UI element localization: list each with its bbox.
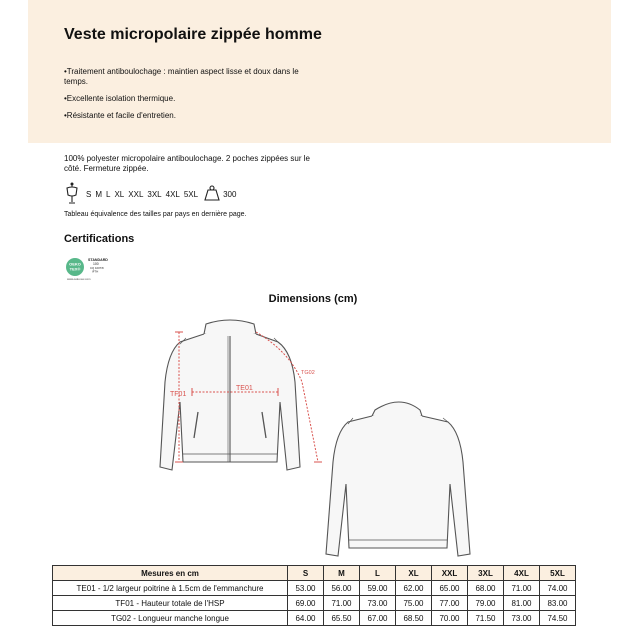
product-title: Veste micropolaire zippée homme	[64, 26, 322, 43]
table-cell: 65.50	[324, 611, 360, 626]
table-header-cell: S	[288, 566, 324, 581]
table-cell: 59.00	[360, 581, 396, 596]
table-row	[53, 611, 576, 626]
size-label: L	[106, 189, 111, 199]
table-cell: 81.00	[504, 596, 540, 611]
size-mannequin-icon	[64, 182, 80, 206]
table-cell: 77.00	[432, 596, 468, 611]
size-note: Tableau équivalence des tailles par pays en dernière page.	[64, 211, 247, 218]
jacket-back-drawing	[326, 402, 470, 556]
feature-item: •Résistante et facile d'entretien.	[64, 111, 176, 120]
table-header-cell: Mesures en cm	[53, 566, 288, 581]
table-header-cell: M	[324, 566, 360, 581]
svg-text:TEX®: TEX®	[69, 266, 81, 272]
table-header-cell: XXL	[432, 566, 468, 581]
table-cell: 79.00	[468, 596, 504, 611]
svg-text:IFTH: IFTH	[92, 269, 99, 274]
table-header-row	[53, 566, 576, 581]
table-cell: 74.00	[540, 581, 576, 596]
table-cell: 74.50	[540, 611, 576, 626]
table-header-cell: L	[360, 566, 396, 581]
feature-list	[64, 67, 314, 128]
table-cell: 53.00	[288, 581, 324, 596]
size-label: S	[86, 189, 92, 199]
table-cell: 62.00	[396, 581, 432, 596]
table-header-cell: 5XL	[540, 566, 576, 581]
feature-item: •Traitement antiboulochage : maintien aspect lisse et doux dans le temps.	[64, 67, 299, 86]
size-label: 3XL	[147, 189, 162, 199]
size-label: XL	[114, 189, 125, 199]
table-cell: 73.00	[504, 611, 540, 626]
table-cell: 73.00	[360, 596, 396, 611]
tg02-label: TG02	[301, 370, 315, 376]
table-header-cell: 4XL	[504, 566, 540, 581]
certifications-heading: Certifications	[64, 233, 135, 245]
svg-text:CQ 1007/8: CQ 1007/8	[90, 266, 104, 270]
table-cell: TE01 - 1/2 largeur poitrine à 1.5cm de l'emmanchure	[53, 581, 288, 596]
weight-value: 300	[223, 189, 237, 199]
svg-text:www.oeko-tex.com: www.oeko-tex.com	[67, 277, 91, 281]
svg-text:STANDARD: STANDARD	[88, 258, 108, 262]
dimensions-heading: Dimensions (cm)	[268, 293, 358, 305]
table-cell: 83.00	[540, 596, 576, 611]
table-cell: 67.00	[360, 611, 396, 626]
table-cell: 56.00	[324, 581, 360, 596]
tf01-label: TF01	[170, 391, 187, 398]
table-cell: 71.00	[324, 596, 360, 611]
sizes-weight-row	[64, 183, 236, 205]
measurements-table	[52, 565, 576, 626]
table-row	[53, 596, 576, 611]
size-label: 5XL	[183, 189, 199, 199]
size-label: M	[95, 189, 103, 199]
oeko-tex-logo-icon	[64, 255, 114, 283]
table-cell: TF01 - Hauteur totale de l'HSP	[53, 596, 288, 611]
table-header-cell: XL	[396, 566, 432, 581]
table-row	[53, 581, 576, 596]
table-cell: 64.00	[288, 611, 324, 626]
oeko-tex-badge	[64, 255, 114, 283]
table-cell: 75.00	[396, 596, 432, 611]
table-cell: 69.00	[288, 596, 324, 611]
table-cell: 71.50	[468, 611, 504, 626]
jacket-technical-drawing	[150, 312, 490, 562]
table-cell: 70.00	[432, 611, 468, 626]
svg-text:OEKO: OEKO	[69, 261, 81, 267]
product-description: 100% polyester micropolaire antiboulochage. 2 poches zippées sur le côté. Fermeture zippée.	[64, 154, 310, 173]
table-cell: TG02 - Longueur manche longue	[53, 611, 288, 626]
svg-text:100: 100	[93, 262, 99, 266]
table-cell: 71.00	[504, 581, 540, 596]
table-cell: 65.00	[432, 581, 468, 596]
te01-label: TE01	[236, 385, 253, 392]
feature-item: •Excellente isolation thermique.	[64, 94, 176, 103]
table-cell: 68.00	[468, 581, 504, 596]
table-cell: 68.50	[396, 611, 432, 626]
table-header-cell: 3XL	[468, 566, 504, 581]
size-label: 4XL	[165, 189, 180, 199]
weight-icon	[204, 185, 220, 203]
size-label: XXL	[128, 189, 144, 199]
